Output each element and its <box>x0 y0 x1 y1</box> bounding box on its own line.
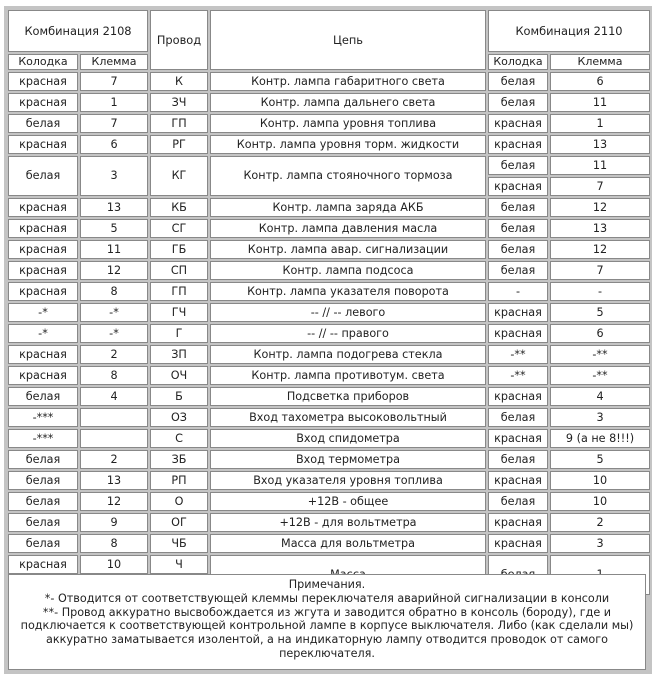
left-terminal-cell: 6 <box>80 135 148 154</box>
right-terminal-cell: 7 <box>550 261 650 280</box>
pinout-table <box>6 8 652 597</box>
note-2-line-4: переключателя. <box>279 646 375 660</box>
left-terminal-cell: 10 <box>80 555 148 574</box>
left-block-cell: белая <box>8 450 78 469</box>
left-block-cell: красная <box>8 282 78 301</box>
notes-title: Примечания. <box>288 578 366 591</box>
left-terminal-cell: 8 <box>80 366 148 385</box>
left-block-cell: красная <box>8 555 78 574</box>
table-row <box>8 72 650 91</box>
wire-cell: ГЧ <box>150 303 208 322</box>
left-terminal-cell: 2 <box>80 345 148 364</box>
table-row <box>8 240 650 259</box>
table-row <box>8 303 650 322</box>
circuit-cell: Контр. лампа противотум. света <box>210 366 486 385</box>
pinout-table-body <box>8 10 650 595</box>
right-terminal-cell: 4 <box>550 387 650 406</box>
right-block-cell: красная <box>488 135 548 154</box>
left-block-cell: красная <box>8 366 78 385</box>
table-row <box>8 282 650 301</box>
right-block-cell: белая <box>488 492 548 511</box>
left-block-cell: белая <box>8 534 78 553</box>
right-block-cell: красная <box>488 471 548 490</box>
right-terminal-cell: 10 <box>550 492 650 511</box>
right-block-cell: красная <box>488 513 548 532</box>
table-row <box>8 156 650 175</box>
right-terminal-cell: 3 <box>550 534 650 553</box>
wire-cell: ОЧ <box>150 366 208 385</box>
circuit-cell: Вход термометра <box>210 450 486 469</box>
left-block-cell: красная <box>8 135 78 154</box>
left-terminal-cell: 3 <box>80 156 148 196</box>
circuit-cell: Вход тахометра высоковольтный <box>210 408 486 427</box>
wire-cell: ЗП <box>150 345 208 364</box>
table-row <box>8 135 650 154</box>
right-terminal-cell: 5 <box>550 303 650 322</box>
right-block-cell: красная <box>488 534 548 553</box>
left-block-cell: красная <box>8 93 78 112</box>
table-row <box>8 429 650 448</box>
right-block-cell: -** <box>488 366 548 385</box>
right-block-cell: -** <box>488 345 548 364</box>
circuit-cell: Масса для вольтметра <box>210 534 486 553</box>
left-terminal-cell: 11 <box>80 240 148 259</box>
right-block-cell: белая <box>488 198 548 217</box>
circuit-cell: Контр. лампа указателя поворота <box>210 282 486 301</box>
right-block-cell: - <box>488 282 548 301</box>
right-block-cell: белая <box>488 93 548 112</box>
table-row <box>8 345 650 364</box>
right-terminal-cell: 9 (а не 8!!!) <box>550 429 650 448</box>
wire-cell: ГП <box>150 282 208 301</box>
subheader-right-terminal: Клемма <box>550 54 650 70</box>
circuit-cell: Контр. лампа давления масла <box>210 219 486 238</box>
wire-cell: ЧБ <box>150 534 208 553</box>
right-terminal-cell: 13 <box>550 135 650 154</box>
left-terminal-cell: 7 <box>80 72 148 91</box>
circuit-cell: Контр. лампа уровня топлива <box>210 114 486 133</box>
wire-cell: Б <box>150 387 208 406</box>
circuit-cell: Вход указателя уровня топлива <box>210 471 486 490</box>
circuit-cell: Контр. лампа габаритного света <box>210 72 486 91</box>
right-terminal-cell: -** <box>550 366 650 385</box>
wire-cell: ГП <box>150 114 208 133</box>
table-row <box>8 324 650 343</box>
subheader-right-block: Колодка <box>488 54 548 70</box>
wire-cell: РГ <box>150 135 208 154</box>
left-block-cell: белая <box>8 492 78 511</box>
left-block-cell: -*** <box>8 429 78 448</box>
circuit-cell: Контр. лампа уровня торм. жидкости <box>210 135 486 154</box>
subheader-left-block: Колодка <box>8 54 78 70</box>
circuit-cell: +12В - общее <box>210 492 486 511</box>
wire-cell: КБ <box>150 198 208 217</box>
wire-cell: КГ <box>150 156 208 196</box>
table-row <box>8 450 650 469</box>
left-block-cell: красная <box>8 261 78 280</box>
left-terminal-cell: -* <box>80 303 148 322</box>
left-terminal-cell: 2 <box>80 450 148 469</box>
note-2-line-2: подключается к соответствующей контрольной лампе в корпусе выключателя. Либо (как сделали мы) <box>20 619 634 633</box>
table-row <box>8 219 650 238</box>
right-terminal-cell: 11 <box>550 93 650 112</box>
wire-cell: О <box>150 492 208 511</box>
left-block-cell: красная <box>8 240 78 259</box>
table-row <box>8 261 650 280</box>
subheader-left-terminal: Клемма <box>80 54 148 70</box>
table-row <box>8 513 650 532</box>
right-terminal-cell: 6 <box>550 72 650 91</box>
left-terminal-cell: 9 <box>80 513 148 532</box>
right-block-cell: белая <box>488 72 548 91</box>
wire-cell: ОЗ <box>150 408 208 427</box>
wire-cell: ЗЧ <box>150 93 208 112</box>
right-block-cell: белая <box>488 261 548 280</box>
left-block-cell: белая <box>8 387 78 406</box>
wire-cell: С <box>150 429 208 448</box>
left-block-cell: красная <box>8 219 78 238</box>
wiring-table-frame <box>4 6 652 674</box>
right-terminal-cell: 2 <box>550 513 650 532</box>
right-block-cell: белая <box>488 408 548 427</box>
header-combination-2110: Комбинация 2110 <box>488 10 650 52</box>
left-terminal-cell: 13 <box>80 471 148 490</box>
wire-cell: ОГ <box>150 513 208 532</box>
left-block-cell: красная <box>8 345 78 364</box>
right-terminal-cell: - <box>550 282 650 301</box>
left-block-cell: -* <box>8 324 78 343</box>
header-wire: Провод <box>150 10 208 70</box>
circuit-cell: Контр. лампа подсоса <box>210 261 486 280</box>
right-block-cell: белая <box>488 219 548 238</box>
right-terminal-cell: 12 <box>550 240 650 259</box>
table-row <box>8 408 650 427</box>
left-terminal-cell: 12 <box>80 261 148 280</box>
right-block-cell: белая <box>488 240 548 259</box>
table-row <box>8 471 650 490</box>
wire-cell: Ч <box>150 555 208 574</box>
right-block-cell: красная <box>488 177 548 196</box>
header-combination-2108: Комбинация 2108 <box>8 10 148 52</box>
right-terminal-cell: 5 <box>550 450 650 469</box>
right-block-cell: белая <box>488 450 548 469</box>
right-terminal-cell: -** <box>550 345 650 364</box>
left-terminal-cell <box>80 408 148 427</box>
wire-cell: К <box>150 72 208 91</box>
right-block-cell: красная <box>488 324 548 343</box>
right-block-cell: красная <box>488 387 548 406</box>
left-terminal-cell: 8 <box>80 534 148 553</box>
left-block-cell: красная <box>8 72 78 91</box>
circuit-cell: Контр. лампа авар. сигнализации <box>210 240 486 259</box>
left-block-cell: белая <box>8 513 78 532</box>
left-terminal-cell: 4 <box>80 387 148 406</box>
table-row <box>8 534 650 553</box>
table-row <box>8 114 650 133</box>
left-terminal-cell: 12 <box>80 492 148 511</box>
left-terminal-cell: 1 <box>80 93 148 112</box>
circuit-cell: Контр. лампа заряда АКБ <box>210 198 486 217</box>
right-block-cell: красная <box>488 114 548 133</box>
table-row <box>8 492 650 511</box>
wire-cell: Г <box>150 324 208 343</box>
wire-cell: СП <box>150 261 208 280</box>
right-terminal-cell: 10 <box>550 471 650 490</box>
circuit-cell: Контр. лампа стояночного тормоза <box>210 156 486 196</box>
left-block-cell: белая <box>8 114 78 133</box>
circuit-cell: Контр. лампа подогрева стекла <box>210 345 486 364</box>
right-terminal-cell: 1 <box>550 114 650 133</box>
right-block-cell: красная <box>488 303 548 322</box>
table-row <box>8 93 650 112</box>
note-2-line-3: аккуратно заматывается изолентой, а на индикаторную лампу отводится проводок от самого <box>45 633 608 647</box>
notes-box <box>8 574 646 670</box>
left-terminal-cell: -* <box>80 324 148 343</box>
right-terminal-cell: 6 <box>550 324 650 343</box>
wire-cell: СГ <box>150 219 208 238</box>
wire-cell: ГБ <box>150 240 208 259</box>
left-block-cell: красная <box>8 198 78 217</box>
right-terminal-cell: 12 <box>550 198 650 217</box>
right-block-cell: белая <box>488 156 548 175</box>
right-terminal-cell: 3 <box>550 408 650 427</box>
left-terminal-cell: 5 <box>80 219 148 238</box>
table-row-mass <box>8 555 650 574</box>
left-terminal-cell: 7 <box>80 114 148 133</box>
left-block-cell: -* <box>8 303 78 322</box>
circuit-cell: Контр. лампа дальнего света <box>210 93 486 112</box>
circuit-cell: Вход спидометра <box>210 429 486 448</box>
circuit-cell: -- // -- правого <box>210 324 486 343</box>
header-row <box>8 10 650 52</box>
note-2-line-1: **- Провод аккуратно высвобождается из жгута и заводится обратно в консоль (бороду), где и <box>42 605 612 619</box>
note-1: *- Отводится от соответствующей клеммы переключателя аварийной сигнализации в консоли <box>44 591 610 605</box>
left-terminal-cell: 13 <box>80 198 148 217</box>
left-terminal-cell: 8 <box>80 282 148 301</box>
right-terminal-cell: 13 <box>550 219 650 238</box>
circuit-cell: -- // -- левого <box>210 303 486 322</box>
wire-cell: РП <box>150 471 208 490</box>
table-row <box>8 387 650 406</box>
right-block-cell: красная <box>488 429 548 448</box>
right-terminal-cell: 7 <box>550 177 650 196</box>
header-circuit: Цепь <box>210 10 486 70</box>
circuit-cell: Подсветка приборов <box>210 387 486 406</box>
right-terminal-cell: 11 <box>550 156 650 175</box>
left-block-cell: -*** <box>8 408 78 427</box>
left-block-cell: белая <box>8 471 78 490</box>
left-terminal-cell <box>80 429 148 448</box>
table-row <box>8 366 650 385</box>
circuit-cell: +12В - для вольтметра <box>210 513 486 532</box>
table-row <box>8 198 650 217</box>
wire-cell: ЗБ <box>150 450 208 469</box>
left-block-cell: белая <box>8 156 78 196</box>
